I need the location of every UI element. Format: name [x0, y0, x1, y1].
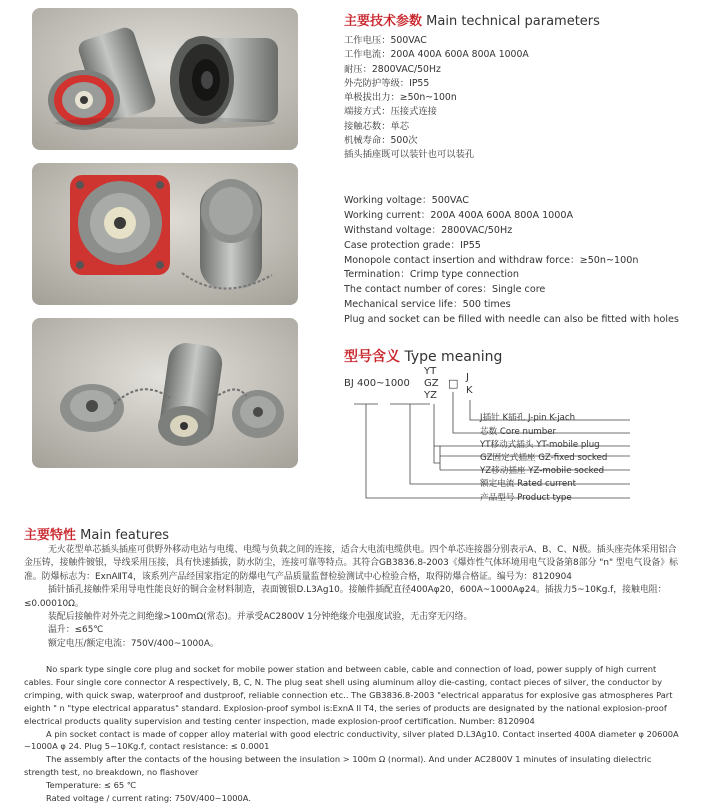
technical-en-line: Mechanical service life：500 times — [344, 299, 511, 311]
technical-en-line: Termination：Crimp type connection — [344, 269, 519, 281]
type-code-yz: YZ — [424, 390, 437, 401]
features-cn-paragraph: 无火花型单芯插头插座可供野外移动电站与电缆、电缆与负载之间的连接，适合大电流电缆供电。四个单芯连接器分别表示A、B、C、N极。插头座壳体采用铝合金压铸，接触件镀银，导线采用压接，具有快速插拔，防水防尘，连接可靠等特点。其符合GB3836.8-2003《爆炸性气体环境用电气设备第8部分 "n" 型电气设备》标准。防爆标志为：ExnAⅡT4，该系列产品经国家指定的防爆电气产品质量监督检验测试中心检验合格，取得防爆合格证。编号为：8120904 — [24, 545, 679, 582]
features-cn-text — [24, 544, 682, 651]
features-cn-paragraph: 温升：≤65℃ — [48, 625, 104, 636]
technical-title-en: Main technical parameters — [426, 14, 600, 29]
technical-en-line: Case protection grade：IP55 — [344, 239, 481, 251]
technical-cn-line: 工作电流：200A 400A 600A 800A 1000A — [344, 49, 529, 61]
features-en-paragraph: A pin socket contact is made of copper alloy material with good electric conductivity, silver plated D.L3Ag10. Contact inserted 400A diameter φ 20600A ~1000A φ 24. Plug 5~10Kg.f, contact resistance: ≤ 0.0001 — [24, 728, 679, 752]
features-en-paragraph: Rated voltage / current rating: 750V/400~1000A. — [46, 793, 251, 804]
legend-item: GZ固定式插座 GZ-fixed socked — [480, 453, 608, 463]
features-title-cn: 主要特性 — [24, 528, 77, 543]
legend-item: J插针 K插孔 J-pin K-jach — [480, 413, 576, 423]
technical-cn-line: 外壳防护等级：IP55 — [344, 77, 430, 89]
technical-cn-line: 单极拔出力：≥50n~100n — [344, 92, 457, 104]
technical-cn-line: 工作电压：500VAC — [344, 35, 427, 46]
features-en-paragraph: No spark type single core plug and socket for mobile power station and between cable, cable and connection of load, power supply of high current cables. Four single core connector A respectively, B, C, N. The plug seat shell using aluminum alloy die-casting, contact pieces of silver, the conductor by crimping, with quick swap, waterproof and dustproof, reliable connection etc.. The GB3836.8-2003 "electrical apparatus for explosive gas atmospheres Part eighth " n "type electrical apparatus" standard. Explosion-proof symbol is:ExnA II T4, the series of products are designated by the national explosion-proof electrical products quality supervision and testing center inspection, made explosion-proof certification. Number: 8120904 — [24, 664, 673, 726]
features-cn-paragraph: 装配后接触件对外壳之间绝缘>100mΩ(常态)。并承受AC2800V 1分钟绝缘介电强度试验，无击穿无闪络。 — [48, 612, 473, 623]
type-code-gz: GZ — [424, 378, 439, 389]
technical-cn-line: 插头插座既可以装针也可以装孔 — [344, 149, 475, 161]
legend-item: YZ移动插座 YZ-mobile socked — [480, 466, 605, 476]
legend-item: 芯数 Core number — [480, 427, 557, 437]
type-code-box: □ — [448, 377, 459, 390]
technical-en-line: Withstand voltage：2800VAC/50Hz — [344, 224, 513, 236]
type-code-j: J — [466, 372, 469, 383]
features-title — [24, 524, 169, 543]
features-en-text — [24, 663, 682, 805]
type-meaning-title-en: Type meaning — [404, 349, 503, 365]
technical-en-line: The contact number of cores：Single core — [344, 284, 546, 296]
technical-cn-line: 接触芯数：单芯 — [344, 120, 410, 132]
legend-item: 额定电流 Rated current — [480, 479, 576, 489]
type-meaning-title-cn: 型号含义 — [344, 349, 400, 365]
technical-cn-line: 端接方式：压接式连接 — [344, 106, 437, 118]
type-code-k: K — [466, 385, 473, 396]
technical-en-line: Plug and socket can be filled with needle can also be fitted with holes — [344, 314, 679, 326]
type-code-prefix: BJ 400~1000 — [344, 378, 410, 389]
legend-item: YT移动式插头 YT-mobile plug — [480, 440, 600, 450]
legend-item: 产品型号 Product type — [480, 493, 572, 503]
technical-cn-line: 机械寿命：500次 — [344, 135, 418, 147]
technical-en-line: Monopole contact insertion and withdraw force：≥50n~100n — [344, 254, 639, 266]
features-title-en: Main features — [80, 528, 170, 543]
features-cn-paragraph: 插针插孔接触件采用导电性能良好的铜合金材料制造，表面镀银D.L3Ag10。接触件插配直径400Aφ20，600A~1000Aφ24。插拔力5~10Kg.f，接触电阻：≤0.00010Ω。 — [24, 585, 667, 609]
type-code-yt: YT — [424, 366, 437, 377]
technical-en-line: Working current：200A 400A 600A 800A 1000A — [344, 209, 574, 221]
features-cn-paragraph: 额定电压/额定电流：750V/400~1000A。 — [48, 638, 219, 649]
features-en-paragraph: The assembly after the contacts of the housing between the insulation > 100m Ω (normal). And under AC2800V 1 minutes of insulating dielectric strength test, no breakdown, no flashover — [24, 754, 652, 778]
technical-en-line: Working voltage：500VAC — [344, 195, 469, 206]
technical-cn-line: 耐压：2800VAC/50Hz — [344, 63, 441, 75]
technical-title-cn: 主要技术参数 — [344, 14, 423, 29]
features-en-paragraph: Temperature: ≤ 65 ℃ — [46, 780, 137, 791]
